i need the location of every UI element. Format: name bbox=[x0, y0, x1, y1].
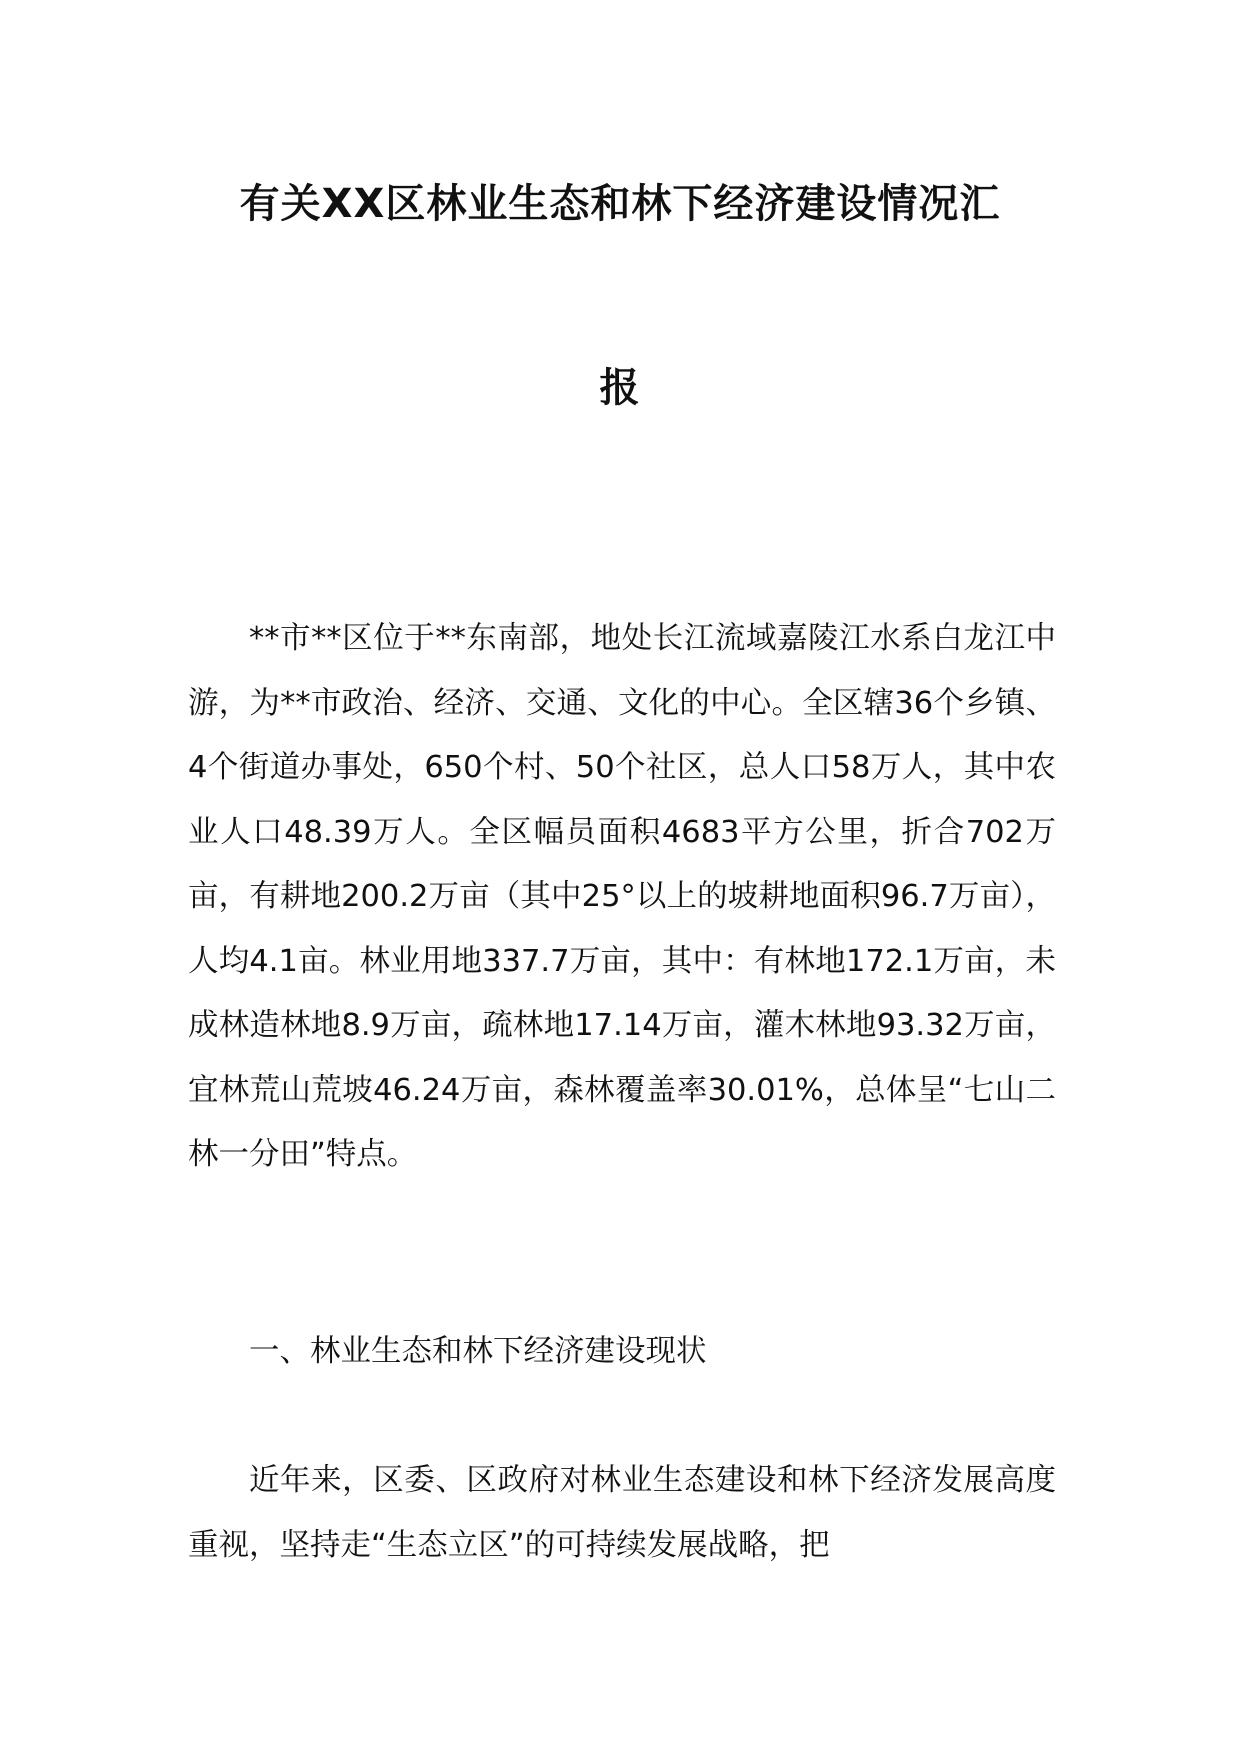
intro-paragraph: **市**区位于**东南部，地处长江流域嘉陵江水系白龙江中游，为**市政治、经济、交通、文化的中心。全区辖36个乡镇、4个街道办事处，650个村、50个社区，总人口58万人，其中农业人口48.39万人。全区幅员面积4683平方公里，折合702万亩，有耕地200.2万亩（其中25°以上的坡耕地面积96.7万亩），人均4.1亩。林业用地337.7万亩，其中：有林地172.1万亩，未成林造林地8.9万亩，疏林地17.14万亩，灌木林地93.32万亩，宜林荒山荒坡46.24万亩，森林覆盖率30.01%，总体呈“七山二林一分田”特点。 bbox=[188, 621, 1056, 1172]
section-heading: 一、林业生态和林下经济建设现状 bbox=[249, 1334, 707, 1369]
document-title-line-2: 报 bbox=[599, 365, 641, 411]
document-title-line-1: 有关XX区林业生态和林下经济建设情况汇 bbox=[239, 181, 1001, 227]
section-paragraph: 近年来，区委、区政府对林业生态建设和林下经济发展高度重视，坚持走“生态立区”的可持续发展战略，把 bbox=[188, 1463, 1056, 1563]
